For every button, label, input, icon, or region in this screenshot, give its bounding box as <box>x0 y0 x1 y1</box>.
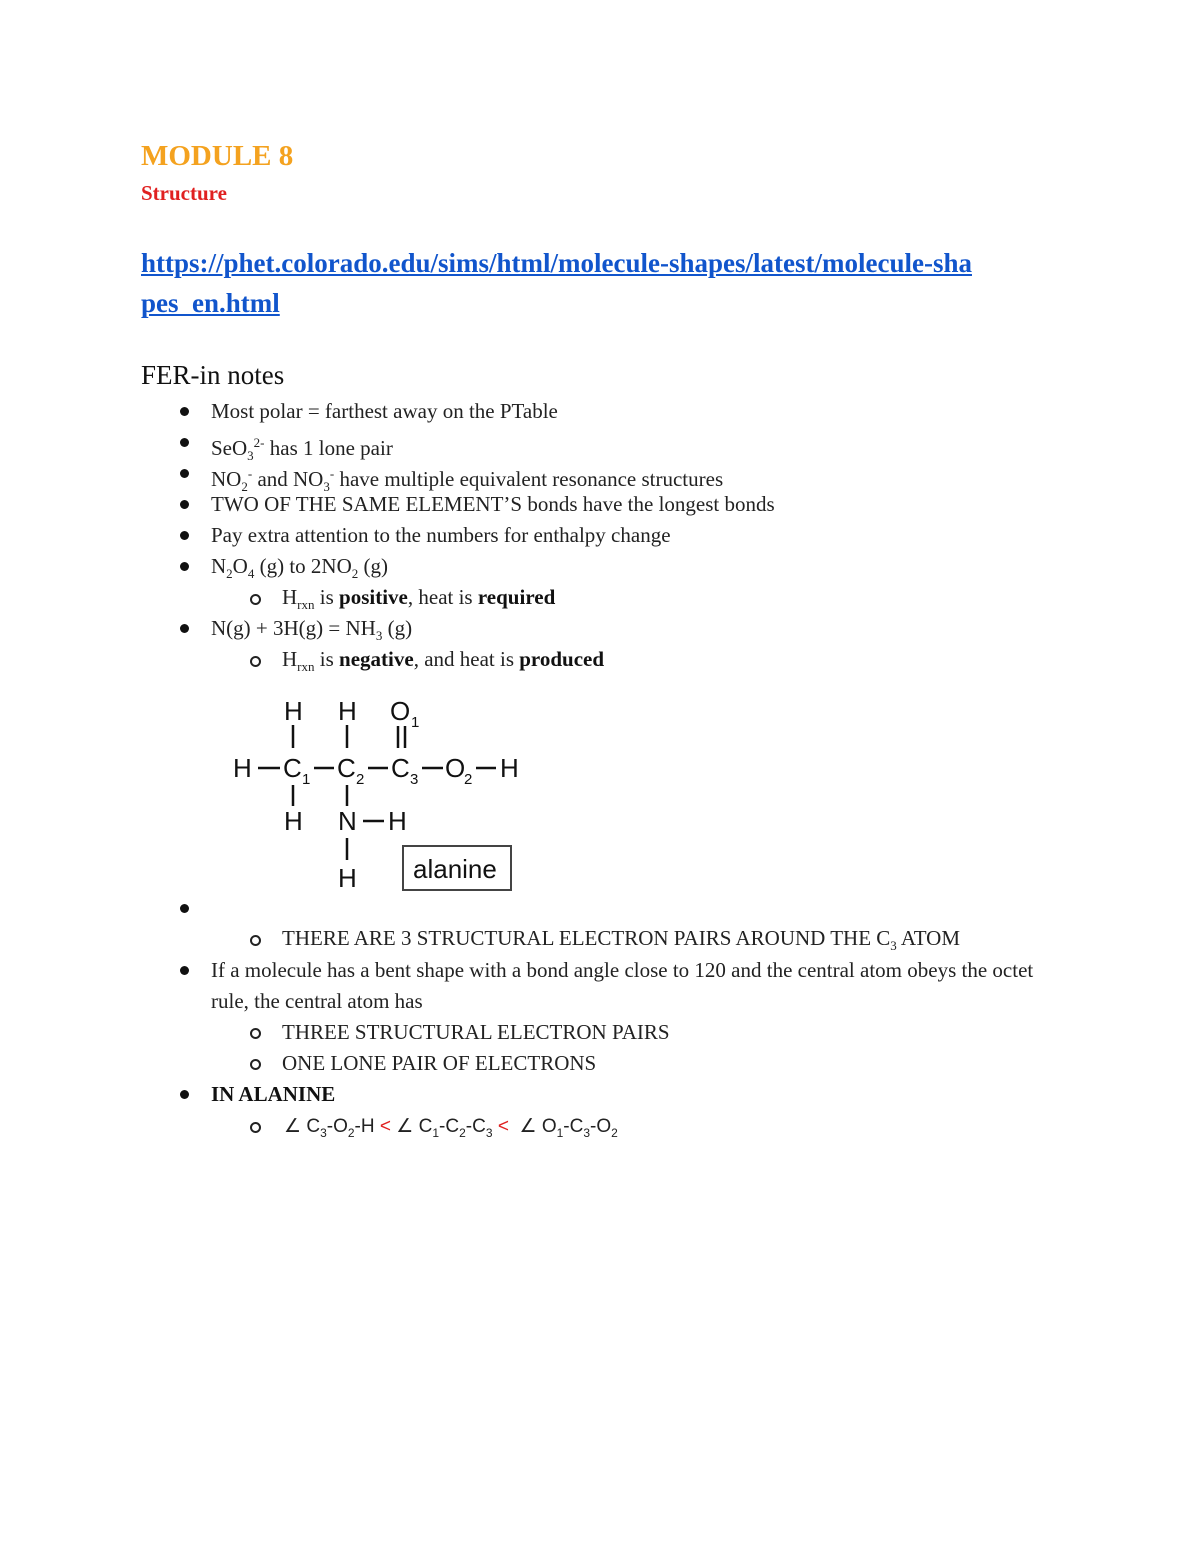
note-same-element: TWO OF THE SAME ELEMENT’S bonds have the longest bonds <box>211 492 775 516</box>
angle-icon: ∠ <box>284 1116 302 1137</box>
atom-o1-index: 1 <box>411 714 420 731</box>
h1-rxn: rxn <box>297 597 315 613</box>
angle3-c: -C <box>563 1116 584 1137</box>
no2-subscript: 2 <box>241 479 248 495</box>
atom-h-top-c1: H <box>284 696 303 726</box>
h1-required: required <box>477 585 556 609</box>
less-than-sign: < <box>379 1116 391 1137</box>
h2-produced: produced <box>519 647 605 671</box>
note-bent-shape: If a molecule has a bent shape with a bond angle close to 120 and the central atom obeys the octet rule, the central atom has <box>211 958 1034 1013</box>
note-angle-order <box>284 1111 618 1149</box>
sub-bullet-icon <box>250 1122 261 1133</box>
sub-bullet-icon <box>250 656 261 667</box>
phet-link[interactable] <box>141 243 1061 323</box>
n2o4-n: N <box>211 554 227 578</box>
h2-heat: , and heat is <box>413 647 520 671</box>
n2o4-o: O <box>232 554 248 578</box>
angle3-s2: 3 <box>583 1125 591 1140</box>
bullet-icon <box>180 624 189 633</box>
note-in-alanine <box>211 1079 335 1110</box>
h2-rxn: rxn <box>297 659 315 675</box>
seo3-charge: 2- <box>253 435 265 450</box>
nh3-eq: N(g) + 3H(g) = NH <box>211 616 376 640</box>
atom-c2: C <box>337 753 356 783</box>
n2o4-sub1: 2 <box>226 566 233 582</box>
angle2-s2: 2 <box>459 1125 466 1140</box>
alanine-structure-diagram <box>230 690 530 895</box>
atom-h-top-c2: H <box>338 696 357 726</box>
c3-atom: ATOM <box>896 926 960 950</box>
angle2-s3: 3 <box>485 1125 493 1140</box>
alanine-label: alanine <box>413 854 497 884</box>
atom-c3: C <box>391 753 410 783</box>
in-alanine-label: IN ALANINE <box>211 1082 336 1106</box>
no2-charge: - <box>247 466 253 481</box>
note-enthalpy: Pay extra attention to the numbers for enthalpy change <box>211 523 671 547</box>
h2-h: H <box>282 647 298 671</box>
bullet-icon <box>180 531 189 540</box>
atom-h-n-bottom: H <box>338 863 357 893</box>
angle-icon: ∠ <box>519 1116 537 1137</box>
atom-c1-index: 1 <box>302 771 311 788</box>
c3-text: THERE ARE 3 STRUCTURAL ELECTRON PAIRS AROUND THE C <box>282 926 891 950</box>
angle3-o: O <box>541 1116 557 1137</box>
angle1-c: C <box>306 1116 321 1137</box>
angle3-s1: 1 <box>556 1125 564 1140</box>
h2-is: is <box>314 647 340 671</box>
angle2-c: C <box>418 1116 433 1137</box>
n2o4-sub2: 4 <box>247 566 255 582</box>
module-subtitle: Structure <box>141 181 227 205</box>
seo3-subscript: 3 <box>247 448 254 464</box>
phet-link-line1[interactable]: https://phet.colorado.edu/sims/html/molecule-shapes/latest/molecule-sha <box>141 248 972 278</box>
angle1-s2: 2 <box>347 1125 355 1140</box>
module-title: MODULE 8 <box>141 140 294 172</box>
angle2-c3: -C <box>465 1116 486 1137</box>
sub-bullet-icon <box>250 1059 261 1070</box>
atom-o2: O <box>445 753 466 783</box>
n2o4-sub3: 2 <box>351 566 359 582</box>
bullet-icon <box>180 904 189 913</box>
seo3-text: has 1 lone pair <box>264 436 393 460</box>
angle1-o: -O <box>326 1116 348 1137</box>
nh3-g: (g) <box>382 616 413 640</box>
c3-subscript: 3 <box>890 938 897 954</box>
no2-formula: NO <box>211 467 242 491</box>
atom-c1: C <box>283 753 302 783</box>
atom-n: N <box>338 806 357 836</box>
no3-charge: - <box>329 466 335 481</box>
angle3-s3: 2 <box>611 1125 618 1140</box>
note-three-pairs: THREE STRUCTURAL ELECTRON PAIRS <box>282 1020 670 1044</box>
atom-h-right: H <box>500 753 519 783</box>
h1-heat: , heat is <box>407 585 478 609</box>
bond-lines <box>258 725 496 860</box>
bullet-icon <box>180 407 189 416</box>
bullet-icon <box>180 438 189 447</box>
sub-bullet-icon <box>250 935 261 946</box>
resonance-text: have multiple equivalent resonance structures <box>334 467 724 491</box>
note-polar: Most polar = farthest away on the PTable <box>211 399 558 423</box>
n2o4-to: (g) to 2NO <box>254 554 352 578</box>
n2o4-g: (g) <box>358 554 388 578</box>
atom-h-n-right: H <box>388 806 407 836</box>
seo3-formula: SeO <box>211 436 248 460</box>
bullet-icon <box>180 469 189 478</box>
bullet-icon <box>180 1090 189 1099</box>
angle1-s1: 3 <box>320 1125 327 1140</box>
bullet-icon <box>180 562 189 571</box>
notes-heading: FER-in notes <box>141 360 285 390</box>
h2-negative: negative <box>339 647 414 671</box>
phet-link-line2[interactable]: pes_en.html <box>141 288 280 318</box>
angle3-o2: -O <box>590 1116 612 1137</box>
angle-icon: ∠ <box>396 1116 414 1137</box>
h1-positive: positive <box>339 585 408 609</box>
note-one-lone-pair: ONE LONE PAIR OF ELECTRONS <box>282 1051 597 1075</box>
bullet-icon <box>180 966 189 975</box>
note-hrxn-negative <box>282 644 604 682</box>
angle1-h: -H <box>354 1116 375 1137</box>
atom-c3-index: 3 <box>410 771 419 788</box>
and-no3-text: and NO <box>252 467 324 491</box>
atom-o1: O <box>390 696 411 726</box>
angle2-s1: 1 <box>432 1125 440 1140</box>
atom-c2-index: 2 <box>356 771 365 788</box>
h1-is: is <box>314 585 340 609</box>
atom-h-bottom-c1: H <box>284 806 303 836</box>
sub-bullet-icon <box>250 1028 261 1039</box>
less-than-sign: < <box>497 1116 509 1137</box>
angle2-c2: -C <box>439 1116 460 1137</box>
h1-h: H <box>282 585 298 609</box>
sub-bullet-icon <box>250 594 261 605</box>
no3-subscript: 3 <box>323 479 330 495</box>
nh3-sub: 3 <box>375 628 383 644</box>
atom-h-left: H <box>233 753 252 783</box>
atom-o2-index: 2 <box>464 771 473 788</box>
bullet-icon <box>180 500 189 509</box>
